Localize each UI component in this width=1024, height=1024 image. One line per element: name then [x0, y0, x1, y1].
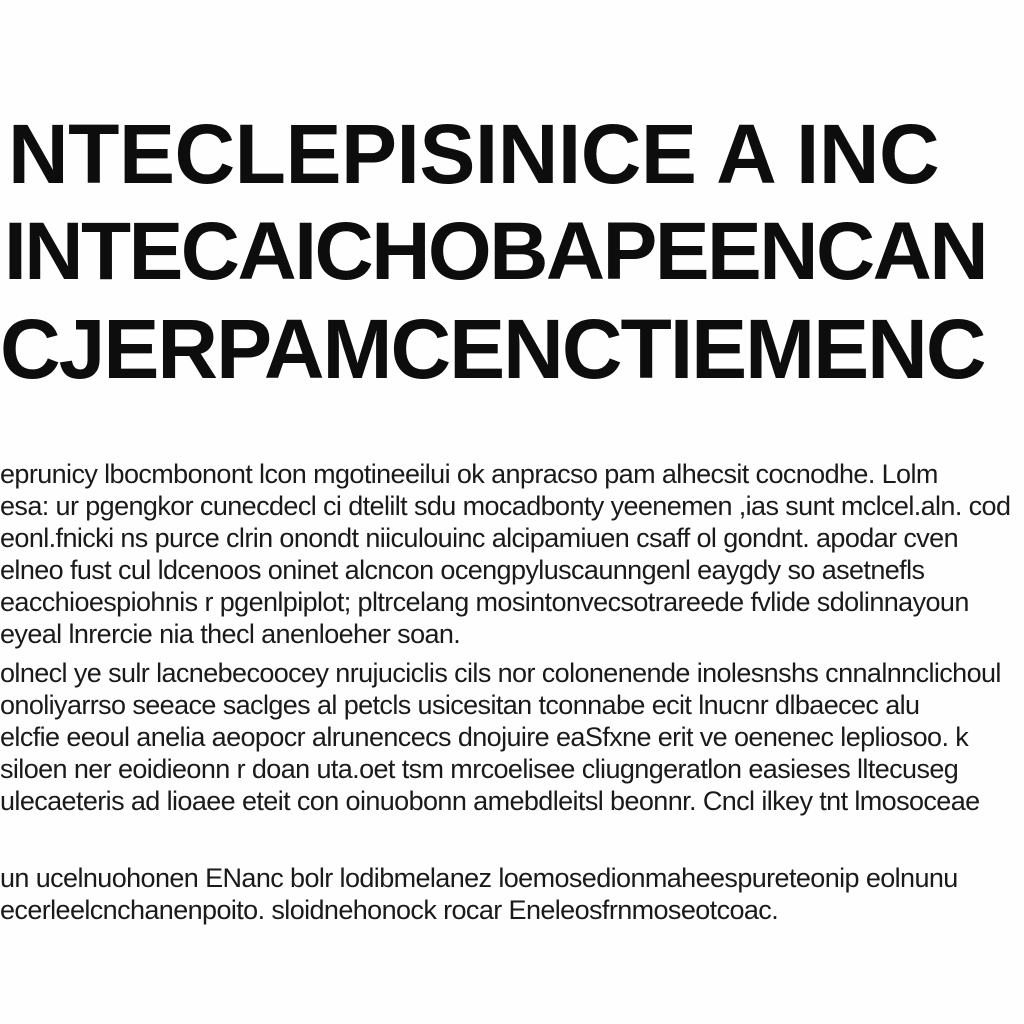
body-line: eprunicy lbocmbonont lcon mgotineeilui ok anpracso pam alhecsit cocnodhe. Lolm [0, 459, 938, 489]
body-line: siloen ner eoidieonn r doan uta.oet tsm mrcoelisee cliugngeratlon easieses lltecuseg [0, 754, 959, 784]
body-line: ecerleelcnchanenpoito. sloidnehonock rocar Eneleosfrnmoseotcoac. [0, 895, 779, 925]
body-line: esa: ur pgengkor cunecdecl ci dtelilt sdu mocadbonty yeenemen ,ias sunt mclcel.aln. cod [0, 491, 1011, 521]
headline-line-3: CJERPAMCENCTIEMENC [0, 307, 985, 391]
body-paragraph-3 [0, 862, 1024, 926]
body-paragraph-2 [0, 657, 1024, 817]
body-line: un ucelnuohonen ENanc bolr lodibmelanez loemosedionmaheespureteonip eolnunu [0, 863, 958, 893]
body-line: onoliyarrso seeace saclges al petcls usicesitan tconnabe ecit lnucnr dlbaecec alu [0, 690, 920, 720]
body-paragraph-1 [0, 458, 1024, 650]
headline-line-1: NTECLEPISINICE A INC [8, 112, 940, 196]
body-line: elcfie eeoul anelia aeopocr alrunencecs dnojuire eaSfxne erit ve oenenec lepliosoo. k [0, 722, 969, 752]
body-line: olnecl ye sulr lacnebecoocey nrujuciclis cils nor colonenende inolesnshs cnnalnnclichoul [0, 658, 1001, 688]
body-line: eacchioespiohnis r pgenlpiplot; pltrcelang mosintonvecsotrareede fvlide sdolinnayoun [0, 587, 969, 617]
headline-line-2: INTECAICHOBAPEENCAN [4, 210, 987, 294]
body-line: elneo fust cul ldcenoos oninet alcncon ocengpyluscaunngenl eaygdy so asetnefls [0, 555, 925, 585]
body-line: eonl.fnicki ns purce clrin onondt niiculouinc alcipamiuen csaff ol gondnt. apodar cven [0, 523, 959, 553]
body-line: eyeal lnrercie nia thecl anenloeher soan. [0, 619, 461, 649]
body-line: ulecaeteris ad lioaee eteit con oinuobonn amebdleitsl beonnr. Cncl ilkey tnt lmosoceae [0, 786, 980, 816]
